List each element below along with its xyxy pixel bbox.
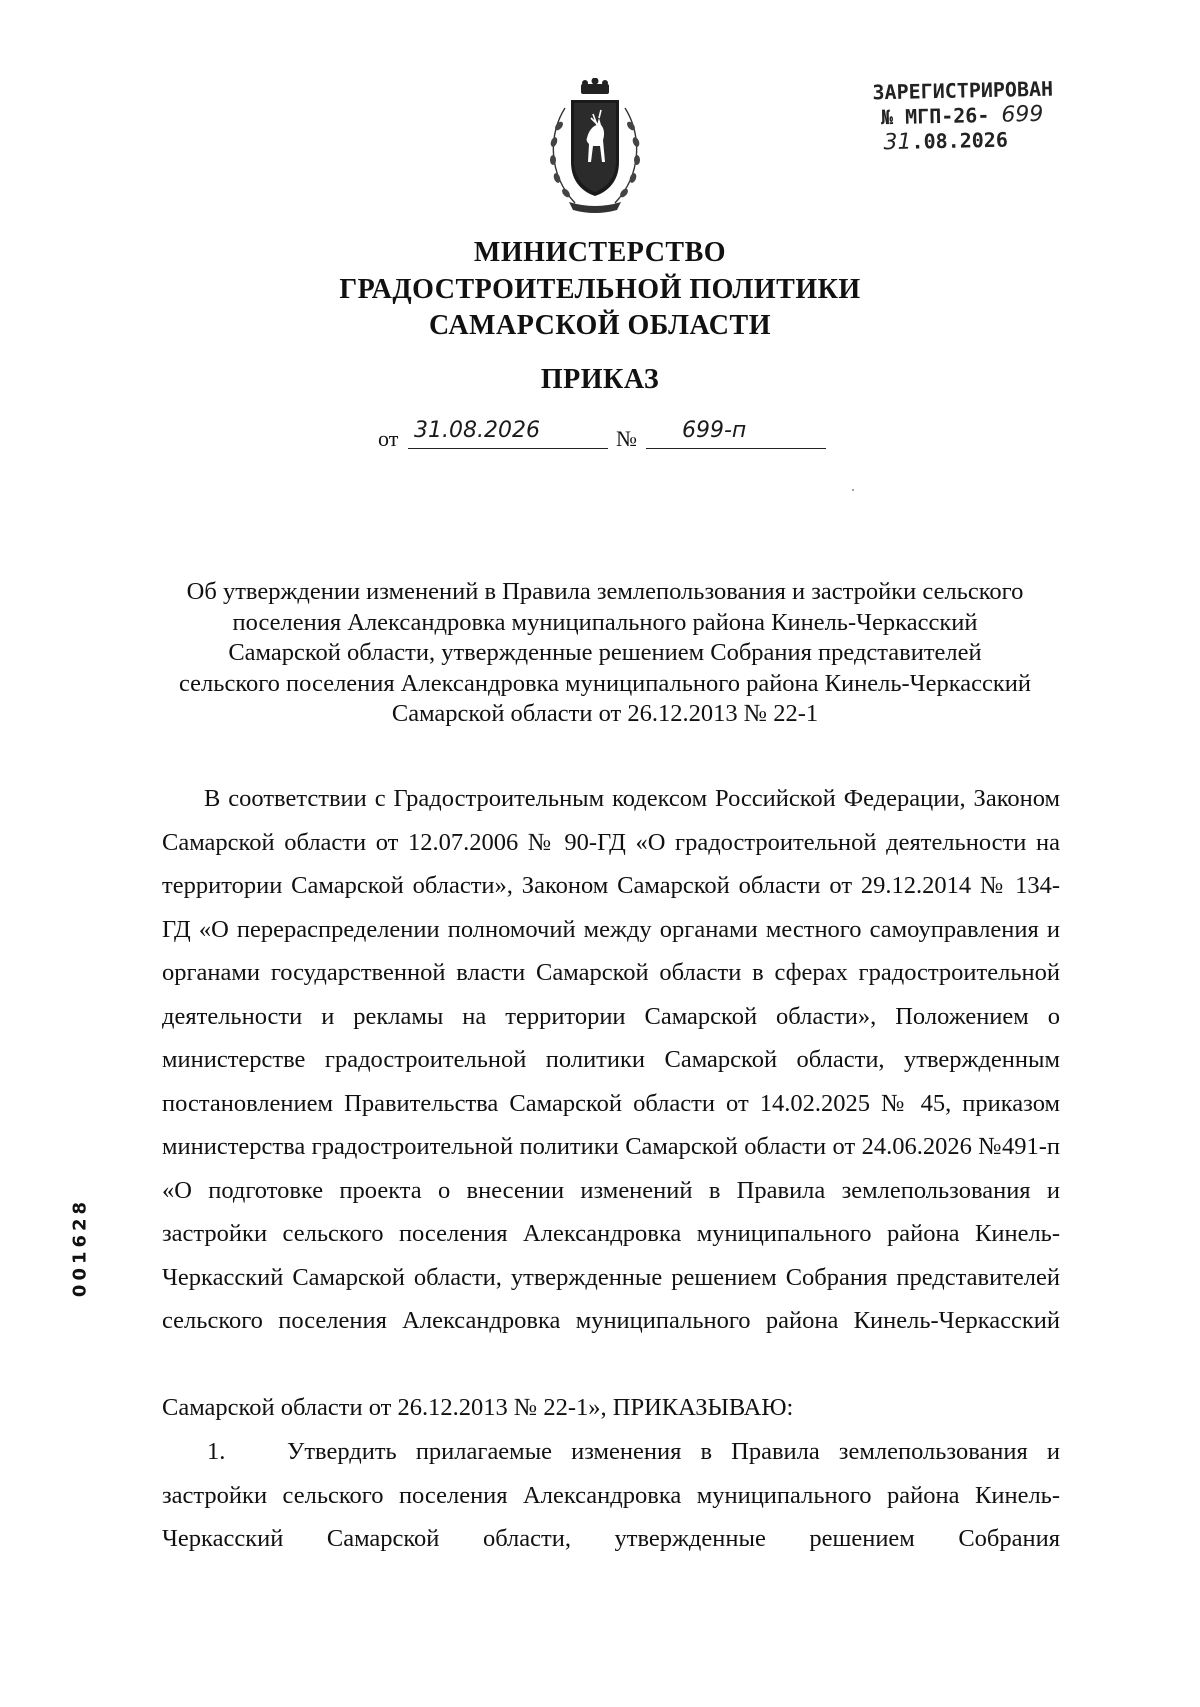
order-number-handwritten: 699-п: [682, 418, 747, 443]
body-paragraph-preamble: [162, 777, 1060, 1343]
stamp-number-handwritten: 699: [1001, 101, 1044, 128]
stamp-date-line: [873, 126, 1103, 156]
order-from-label: от: [378, 426, 399, 451]
serial-number-text: 001628: [69, 1197, 91, 1298]
item-number: 1.: [207, 1438, 226, 1465]
subject-line: Самарской области от 26.12.2013 № 22-1: [391, 700, 819, 727]
stamp-date-rest: .08.2026: [911, 127, 1009, 154]
subject-line: Самарской области, утвержденные решением Собрания представителей: [228, 639, 982, 666]
coat-of-arms-emblem: [535, 78, 655, 216]
document-type-heading: ПРИКАЗ: [540, 364, 660, 395]
preamble-text: В соответствии с Градостроительным кодексом Российской Федерации, Законом Самарской области от 12.07.2006 № 90-ГД «О градостроительной деятельности на территории Самарской области», Законом Самарской области от 29.12.2014 № 134-ГД «О перераспределении полномочий между органами местного самоуправления и органами государственной власти Самарской области в сферах градостроительной деятельности и рекламы на территории Самарской области», Положением о министерстве градостроительной политики Самарской области, утвержденным постановлением Правительства Самарской области от 14.02.2025 № 45, приказом министерства градостроительной политики Самарской области от 24.06.2026 №491-п «О подготовке проекта о внесении изменений в Правила землепользования и застройки сельского поселения Александровка муниципального района Кинель-Черкасский Самарской области, утвержденные решением Собрания представителей сельского поселения Александровка муниципального района Кинель-Черкасский: [162, 785, 1060, 1334]
margin-serial-number: [60, 1187, 91, 1307]
order-subject: [155, 577, 1055, 730]
ministry-title-line3: САМАРСКОЙ ОБЛАСТИ: [429, 310, 771, 341]
stamp-number-prefix: № МГП-26-: [880, 102, 990, 130]
order-number-label: №: [616, 426, 637, 451]
stamp-date-day-handwritten: 31: [883, 129, 912, 156]
item-text: Утвердить прилагаемые изменения в Правила землепользования и застройки сельского поселения Александровка муниципального района Кинель-Черкасский Самарской области, утвержденные решением Собрания: [162, 1438, 1060, 1552]
stamp-registered-text: ЗАРЕГИСТРИРОВАН: [872, 76, 1054, 105]
subject-line: Об утверждении изменений в Правила землепользования и застройки сельского: [186, 578, 1024, 605]
registration-stamp: [872, 76, 1104, 156]
ministry-title-line1: МИНИСТЕРСТВО: [473, 237, 727, 268]
scan-speck: [852, 489, 854, 491]
order-date-underline: [408, 448, 608, 449]
subject-line: поселения Александровка муниципального района Кинель-Черкасский: [232, 608, 978, 636]
ministry-title-line2: ГРАДОСТРОИТЕЛЬНОЙ ПОЛИТИКИ: [339, 274, 861, 305]
order-date-number-line: [378, 418, 828, 452]
order-number-underline: [646, 448, 826, 449]
order-item-1: [162, 1430, 1060, 1561]
preamble-last-line: Самарской области от 26.12.2013 № 22-1», ПРИКАЗЫВАЮ:: [162, 1394, 794, 1421]
order-date-handwritten: 31.08.2026: [414, 418, 540, 443]
subject-line: сельского поселения Александровка муниципального района Кинель-Черкасский: [179, 669, 1031, 697]
